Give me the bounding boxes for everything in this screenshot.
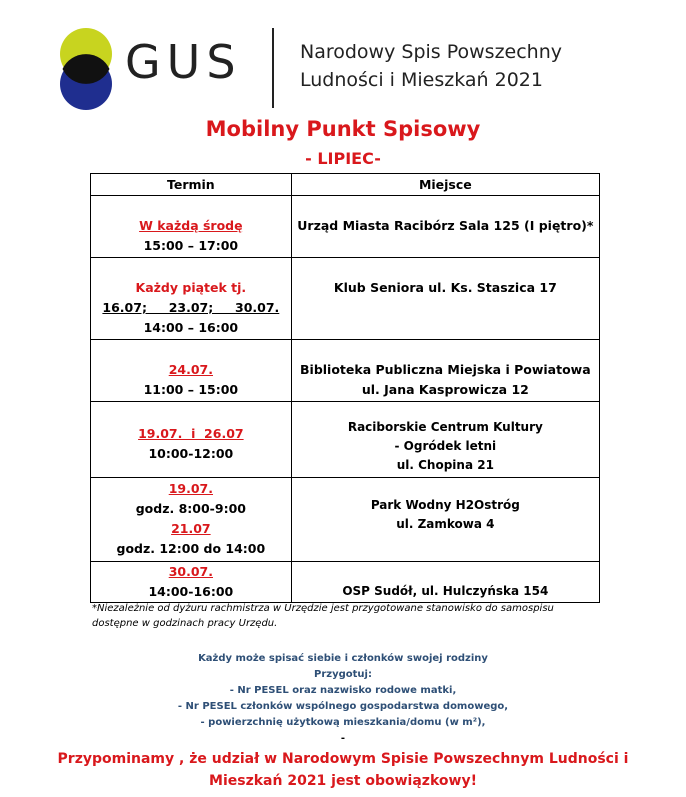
place-cell [291,340,599,402]
term-date: 24.07. [168,362,213,377]
term-cell [91,562,292,603]
reminder [0,748,686,792]
table-row [91,340,600,402]
gus-logo-text: GUS [125,35,242,89]
place-cell [291,562,599,603]
term-time: 10:00-12:00 [148,446,234,461]
term-cell [91,196,292,258]
term-cell [91,478,292,562]
census-title-line1: Narodowy Spis Powszechny [300,41,563,63]
term-date: 19.07. [168,481,213,496]
term-time: godz. 12:00 do 14:00 [116,541,266,556]
place-cell [291,478,599,562]
header-divider [272,28,274,108]
place-line: ul. Chopina 21 [396,458,494,472]
header-miejsce: Miejsce [291,174,599,196]
gus-logo-icon [58,28,114,110]
term-date: 30.07. [168,564,213,579]
place-line: Biblioteka Publiczna Miejska i Powiatowa [300,362,591,377]
schedule-table [90,173,600,603]
info-line: - powierzchnię użytkową mieszkania/domu (w m²), [200,717,486,728]
place-line: Park Wodny H2Ostróg [370,498,520,512]
footnote-line: *Niezależnie od dyżuru rachmistrza w Urzędzie jest przygotowane stanowisko do samospisu [92,603,554,614]
place-line: OSP Sudół, ul. Hulczyńska 154 [342,584,549,598]
table-row [91,258,600,340]
table-row [91,562,600,603]
term-cell [91,340,292,402]
place-line: ul. Zamkowa 4 [396,517,495,531]
term-time: 15:00 – 17:00 [143,238,239,253]
table-row [91,478,600,562]
table-row [91,402,600,478]
term-date: 21.07 [171,521,211,536]
census-title [300,38,562,94]
place-cell [291,258,599,340]
term-cell [91,402,292,478]
reminder-line: Mieszkań 2021 jest obowiązkowy! [209,773,477,789]
place-line: - Ogródek letni [394,439,497,453]
term-cell [91,258,292,340]
header [0,0,686,118]
info-line: Każdy może spisać siebie i członków swojej rodziny [198,653,488,664]
place-line: Klub Seniora ul. Ks. Staszica 17 [333,280,557,295]
term-date: Każdy piątek tj. [135,280,247,295]
term-time: 14:00-16:00 [148,584,234,599]
table-header-row [91,174,600,196]
info-line: - [340,733,346,744]
place-line: Urząd Miasta Racibórz Sala 125 (I piętro)* [297,218,594,233]
reminder-line: Przypominamy , że udział w Narodowym Spisie Powszechnym Ludności i [57,751,629,767]
info-line: Przygotuj: [314,669,372,680]
table-row [91,196,600,258]
place-line: ul. Jana Kasprowicza 12 [361,382,529,397]
place-cell [291,196,599,258]
header-termin: Termin [91,174,292,196]
place-line: Raciborskie Centrum Kultury [347,420,543,434]
info-block [0,651,686,747]
census-title-line2: Ludności i Mieszkań 2021 [300,69,543,91]
term-dates-list: 16.07; 23.07; 30.07. [102,300,280,315]
term-date: W każdą środę [139,218,243,233]
footnote-line: dostępne w godzinach pracy Urzędu. [92,618,278,629]
page-title: Mobilny Punkt Spisowy [205,117,481,141]
term-time: 11:00 – 15:00 [143,382,239,397]
place-cell [291,402,599,478]
term-date: 19.07. i 26.07 [138,426,244,441]
info-line: - Nr PESEL członków wspólnego gospodarstwa domowego, [177,701,509,712]
info-line: - Nr PESEL oraz nazwisko rodowe matki, [229,685,457,696]
term-time: 14:00 – 16:00 [143,320,239,335]
month-label: - LIPIEC- [305,149,381,168]
footnote [92,601,612,631]
term-time: godz. 8:00-9:00 [135,501,246,516]
